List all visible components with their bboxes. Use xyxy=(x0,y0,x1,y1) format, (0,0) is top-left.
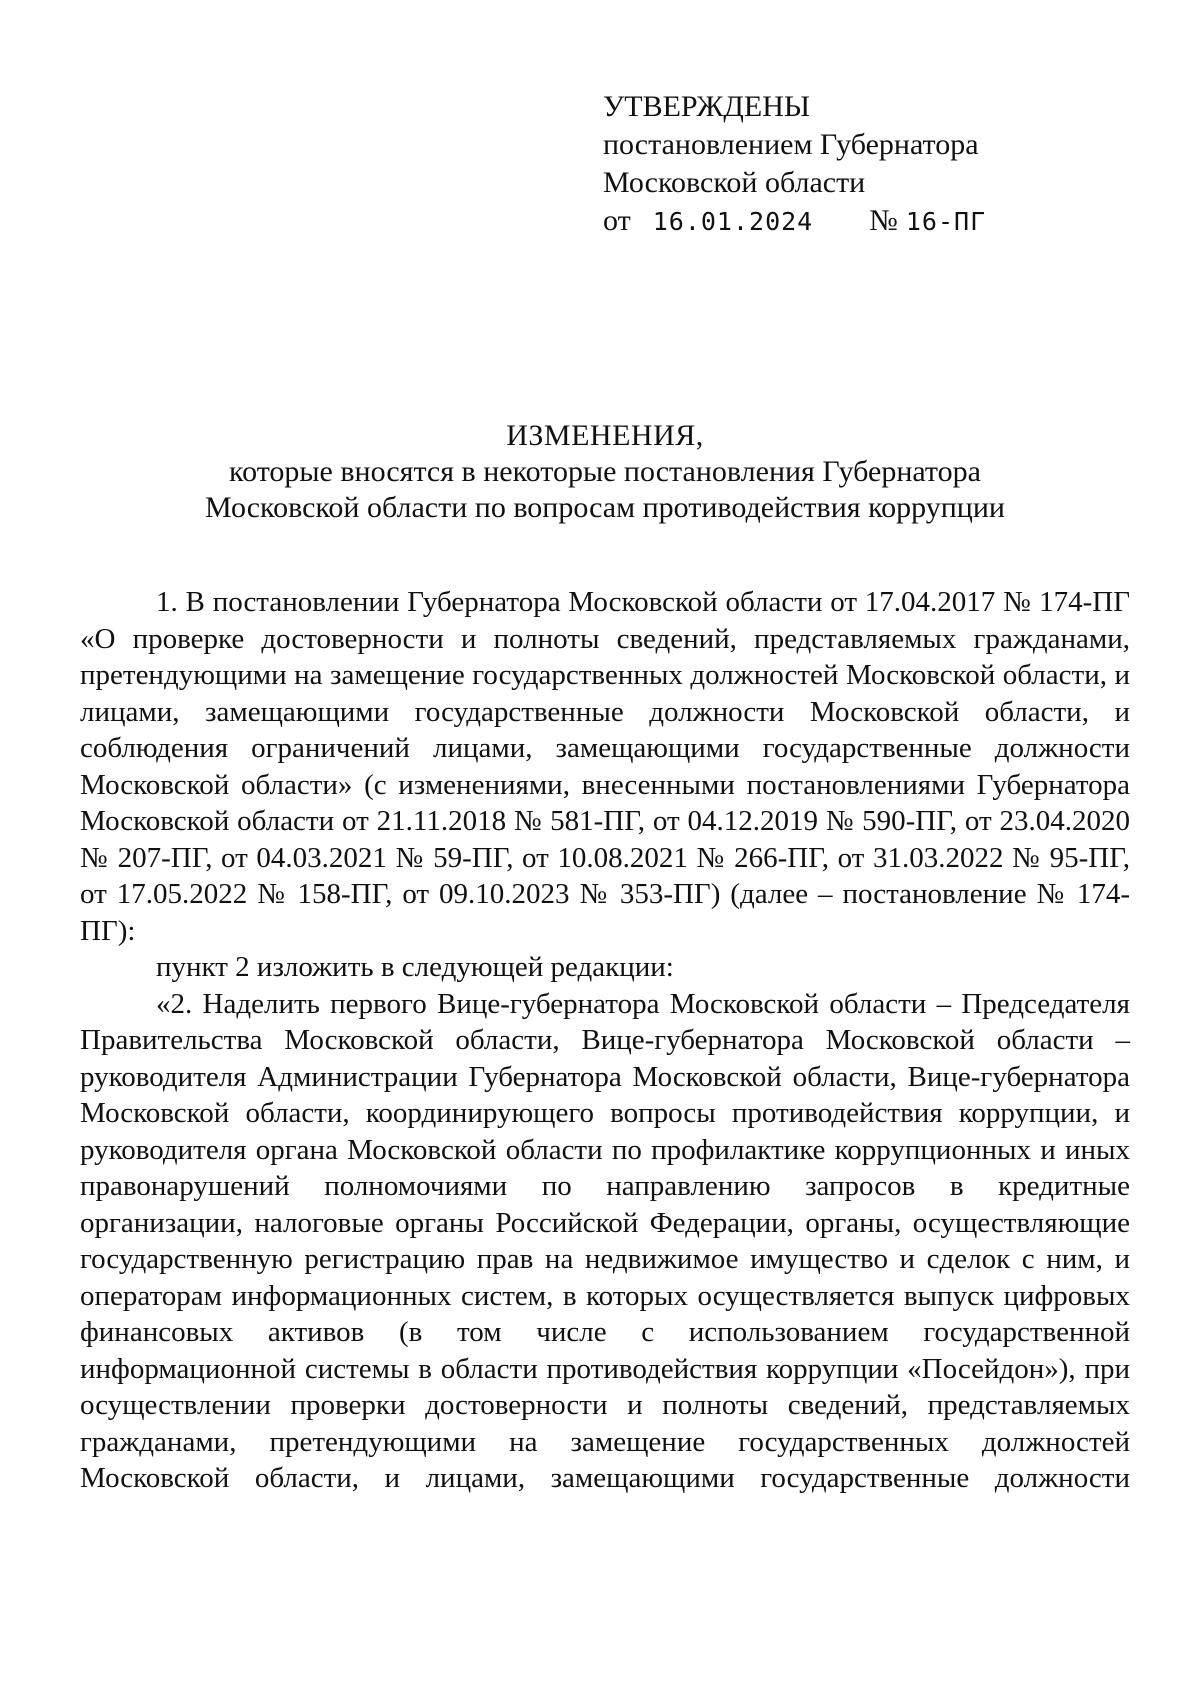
document-subtitle-line-2: Московской области по вопросам противодействия коррупции xyxy=(205,491,1005,524)
body-paragraph-2: пункт 2 изложить в следующей редакции: xyxy=(156,951,674,983)
document-subtitle-line-1: которые вносятся в некоторые постановления Губернатора xyxy=(229,455,981,488)
number-label: № xyxy=(869,204,898,237)
document-title: ИЗМЕНЕНИЯ, xyxy=(506,419,704,452)
body-paragraph-1: 1. В постановлении Губернатора Московской области от 17.04.2017 № 174-ПГ «О проверке достоверности и полноты сведений, представляемых гражданами, претендующими на замещение государственных должностей Московской области, и лицами, замещающими государственные должности Московской области, и соблюдения ограничений лицами, замещающими государственные должности Московской области» (с изменениями, внесенными постановлениями Губернатора Московской области от 21.11.2018 № 581-ПГ, от 04.12.2019 № 590-ПГ, от 23.04.2020 № 207-ПГ, от 04.03.2021 № 59-ПГ, от 10.08.2021 № 266-ПГ, от 31.03.2022 № 95-ПГ, от 17.05.2022 № 158-ПГ, от 09.10.2023 № 353-ПГ) (далее – постановление № 174-ПГ): xyxy=(80,586,1130,947)
date-label: от xyxy=(603,204,631,237)
body-paragraph-3: «2. Наделить первого Вице-губернатора Московской области – Председателя Правительства Московской области, Вице-губернатора Московской области – руководителя Администрации Губернатора Московской области, Вице-губернатора Московской области, координирующего вопросы противодействия коррупции, и руководителя органа Московской области по профилактике коррупционных и иных правонарушений полномочиями по направлению запросов в кредитные организации, налоговые органы Российской Федерации, органы, осуществляющие государственную регистрацию прав на недвижимое имущество и сделок с ним, и операторам информационных систем, в которых осуществляется выпуск цифровых финансовых активов (в том числе с использованием государственной информационной системы в области противодействия коррупции «Посейдон»), при осуществлении проверки достоверности и полноты сведений, представляемых гражданами, претендующими на замещение государственных должностей Московской области, и лицами, замещающими государственные должности xyxy=(80,987,1130,1494)
approval-line-decree: постановлением Губернатора xyxy=(603,128,979,161)
approval-line-region: Московской области xyxy=(603,166,866,199)
document-heading xyxy=(80,418,1130,526)
decree-number: 16-ПГ xyxy=(905,207,987,236)
approval-date-number-line xyxy=(603,202,986,241)
approval-stamp-block xyxy=(603,88,986,241)
document-body xyxy=(80,584,1130,1497)
approval-title: УТВЕРЖДЕНЫ xyxy=(603,90,811,123)
decree-date: 16.01.2024 xyxy=(652,207,814,236)
